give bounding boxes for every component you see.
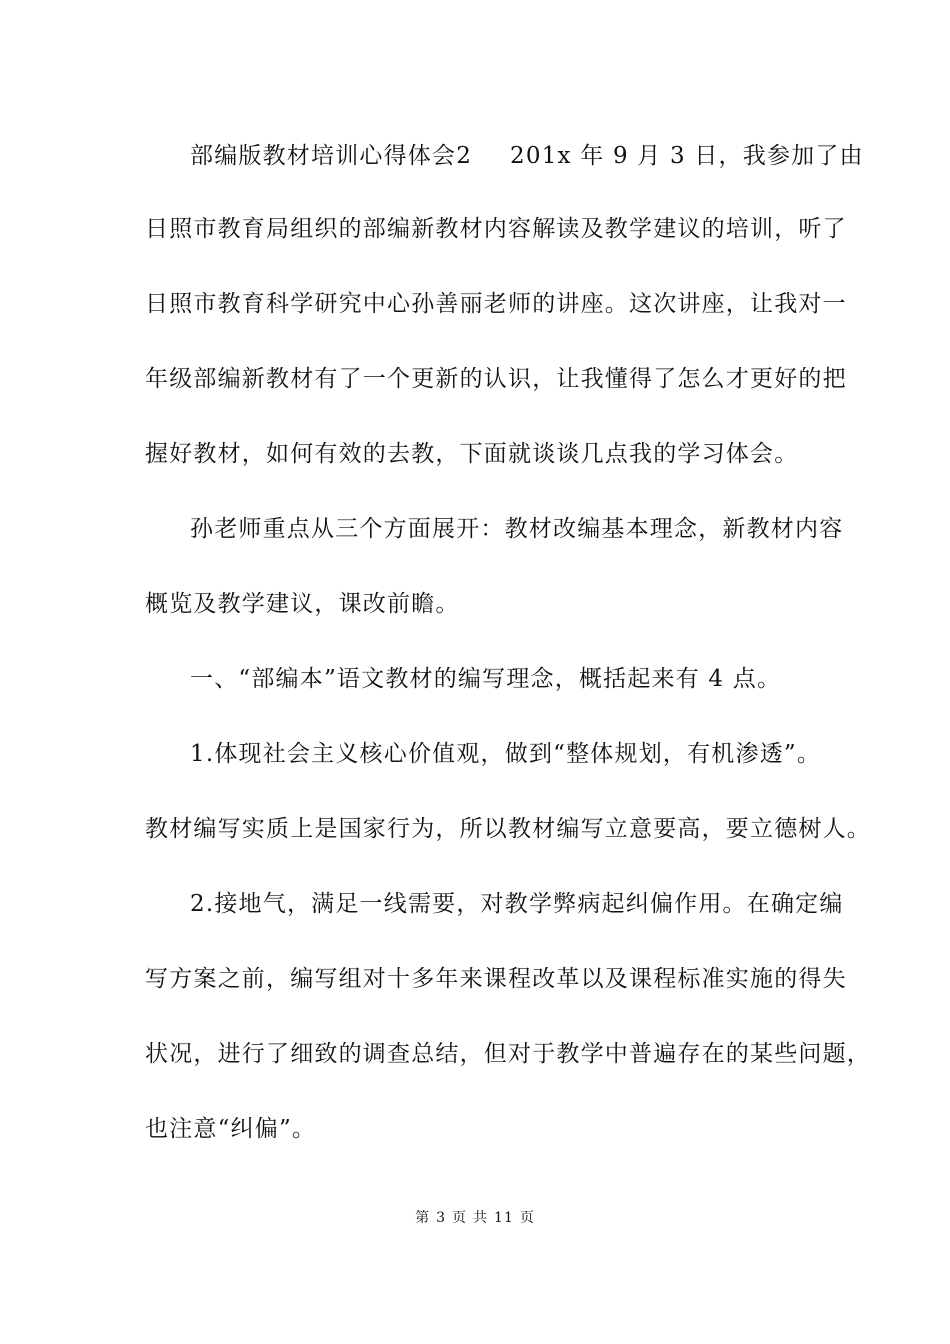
footer-page-label: 页	[452, 1210, 468, 1226]
paragraph-line: 年级部编新教材有了一个更新的认识，让我懂得了怎么才更好的把	[145, 366, 847, 392]
page-footer	[0, 1209, 950, 1227]
paragraph-line: 日照市教育局组织的部编新教材内容解读及教学建议的培训，听了	[145, 216, 847, 242]
document-title: 部编版教材培训心得体会2	[190, 143, 473, 169]
paragraph-line: 写方案之前，编写组对十多年来课程改革以及课程标准实施的得失	[145, 966, 847, 992]
footer-suffix: 页	[519, 1210, 535, 1226]
section-heading: 一、“部编本”语文教材的编写理念，概括起来有 4 点。	[190, 666, 782, 692]
list-item: 1.体现社会主义核心价值观，做到“整体规划，有机渗透”。	[190, 741, 822, 767]
paragraph-line	[190, 141, 870, 171]
paragraph-line: 孙老师重点从三个方面展开：教材改编基本理念，新教材内容	[190, 516, 844, 542]
paragraph-line: 概览及教学建议，课改前瞻。	[145, 591, 460, 617]
footer-prefix: 第	[415, 1210, 431, 1226]
page-number: 3	[436, 1210, 447, 1226]
total-pages: 11	[494, 1210, 514, 1226]
paragraph-line: 日照市教育科学研究中心孙善丽老师的讲座。这次讲座，让我对一	[145, 291, 847, 317]
footer-total-label: 共	[473, 1210, 489, 1226]
paragraph-line: 状况，进行了细致的调查总结，但对于教学中普遍存在的某些问题，	[145, 1041, 871, 1067]
paragraph-line: 也注意“纠偏”。	[145, 1116, 317, 1142]
paragraph-line: 教材编写实质上是国家行为，所以教材编写立意要高，要立德树人。	[145, 816, 871, 842]
paragraph-line: 握好教材，如何有效的去教，下面就谈谈几点我的学习体会。	[145, 441, 799, 467]
paragraph-text: 201x 年 9 月 3 日，我参加了由	[510, 143, 864, 169]
list-item: 2.接地气，满足一线需要，对教学弊病起纠偏作用。在确定编	[190, 891, 844, 917]
